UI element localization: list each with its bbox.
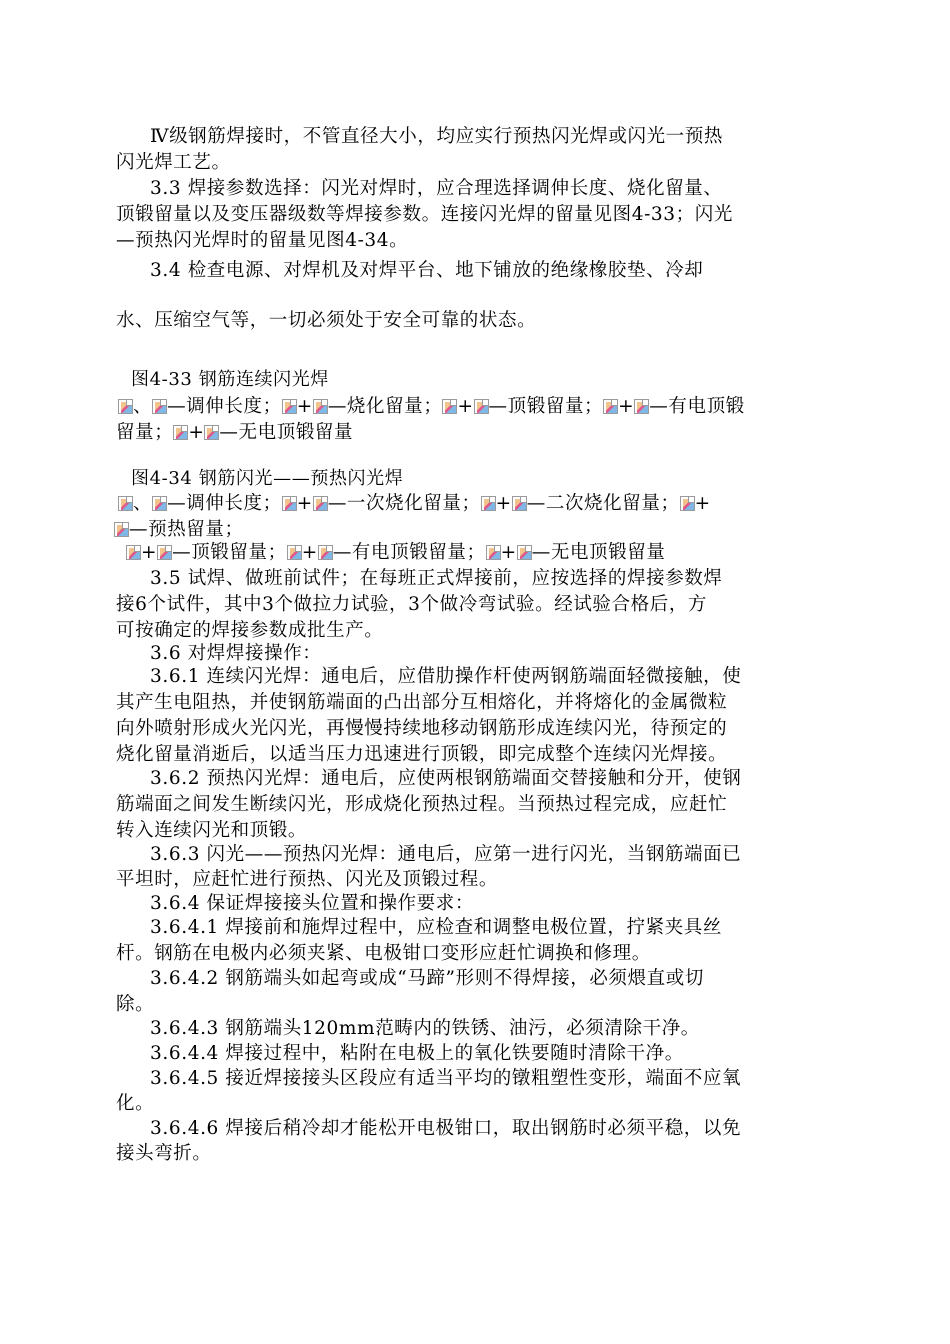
legend-plus: +	[457, 396, 474, 417]
figure-legend-line	[118, 394, 838, 420]
paragraph-line: 除。	[116, 994, 155, 1015]
legend-text: —无电顶锻留量	[219, 422, 354, 443]
broken-image-icon	[481, 496, 496, 511]
legend-separator: 、	[133, 396, 153, 417]
paragraph-line: 3.6.4.2 钢筋端头如起弯或成“马蹄”形则不得焊接，必须煨直或切	[150, 968, 704, 989]
broken-image-icon	[474, 399, 489, 414]
broken-image-icon	[634, 399, 649, 414]
broken-image-icon	[442, 399, 457, 414]
paragraph-line: 3.6.2 预热闪光焊：通电后，应使两根钢筋端面交替接触和分开，使钢	[150, 768, 742, 789]
paragraph-line: 3.6.3 闪光——预热闪光焊：通电后，应第一进行闪光，当钢筋端面已	[150, 844, 742, 865]
legend-plus: +	[141, 542, 158, 563]
broken-image-icon	[517, 545, 532, 560]
legend-separator: 、	[133, 493, 153, 514]
paragraph-line: 接6个试件，其中3个做拉力试验，3个做冷弯试验。经试验合格后，方	[116, 594, 708, 615]
figure-legend-line	[118, 491, 838, 517]
paragraph-line: —预热闪光焊时的留量见图4-34。	[116, 230, 409, 251]
legend-text: —一次烧化留量；	[327, 493, 481, 514]
legend-plus: +	[296, 493, 313, 514]
paragraph-line: 杆。钢筋在电极内必须夹紧、电极钳口变形应赶忙调换和修理。	[116, 943, 651, 964]
paragraph-line: 可按确定的焊接参数成批生产。	[116, 620, 384, 641]
legend-text: —二次烧化留量；	[526, 493, 680, 514]
broken-image-icon	[603, 399, 618, 414]
figure-title: 图4-33 钢筋连续闪光焊	[131, 369, 329, 390]
paragraph-line: 接头弯折。	[116, 1143, 212, 1164]
legend-plus: +	[188, 422, 205, 443]
broken-image-icon	[282, 399, 297, 414]
paragraph-line: 3.6.4.4 焊接过程中，粘附在电极上的氧化铁要随时清除干净。	[150, 1043, 684, 1064]
legend-plus: +	[296, 396, 313, 417]
broken-image-icon	[318, 545, 333, 560]
legend-plus: +	[618, 396, 635, 417]
broken-image-icon	[173, 425, 188, 440]
paragraph-line: Ⅳ级钢筋焊接时，不管直径大小，均应实行预热闪光焊或闪光一预热	[150, 126, 723, 147]
broken-image-icon	[512, 496, 527, 511]
paragraph-line: 水、压缩空气等，一切必须处于安全可靠的状态。	[116, 310, 537, 331]
legend-text: —顶锻留量；	[488, 396, 604, 417]
legend-text: —调伸长度；	[167, 396, 282, 417]
paragraph-line: 3.4 检查电源、对焊机及对焊平台、地下铺放的绝缘橡胶垫、冷却	[150, 260, 704, 281]
legend-text: —有电顶锻	[649, 396, 745, 417]
paragraph-line: 3.6.4.1 焊接前和施焊过程中，应检查和调整电极位置，拧紧夹具丝	[150, 917, 723, 938]
figure-legend-line	[126, 540, 846, 566]
broken-image-icon	[118, 399, 133, 414]
legend-text: —预热留量；	[129, 519, 244, 540]
paragraph-line: 向外喷射形成火光闪光，再慢慢持续地移动钢筋形成连续闪光，待预定的	[116, 718, 728, 739]
paragraph-line: 平坦时，应赶忙进行预热、闪光及顶锻过程。	[116, 869, 499, 890]
paragraph-line: 化。	[116, 1093, 155, 1114]
legend-plus: +	[500, 542, 517, 563]
paragraph-line: 3.6.4.6 焊接后稍冷却才能松开电极钳口，取出钢筋时必须平稳，以免	[150, 1118, 742, 1139]
paragraph-line: 其产生电阻热，并使钢筋端面的凸出部分互相熔化，并将熔化的金属微粒	[116, 692, 728, 713]
figure-title: 图4-34 钢筋闪光——预热闪光焊	[131, 468, 404, 489]
legend-text: —烧化留量；	[327, 396, 443, 417]
broken-image-icon	[287, 545, 302, 560]
legend-text: 留量；	[116, 422, 174, 443]
paragraph-line: 3.6.4.3 钢筋端头120mm范畴内的铁锈、油污，必须清除干净。	[150, 1018, 700, 1039]
section-heading: 3.6 对焊焊接操作：	[150, 643, 322, 664]
legend-text: —顶锻留量；	[172, 542, 287, 563]
broken-image-icon	[114, 522, 129, 537]
broken-image-icon	[204, 425, 219, 440]
broken-image-icon	[126, 545, 141, 560]
broken-image-icon	[152, 496, 167, 511]
broken-image-icon	[680, 496, 695, 511]
section-heading: 3.6.4 保证焊接接头位置和操作要求：	[150, 893, 474, 914]
paragraph-line: 3.3 焊接参数选择：闪光对焊时，应合理选择调伸长度、烧化留量、	[150, 178, 723, 199]
legend-text: —无电顶锻留量	[531, 542, 666, 563]
broken-image-icon	[157, 545, 172, 560]
broken-image-icon	[313, 496, 328, 511]
paragraph-line: 顶锻留量以及变压器级数等焊接参数。连接闪光焊的留量见图4-33；闪光	[116, 204, 733, 225]
broken-image-icon	[152, 399, 167, 414]
broken-image-icon	[282, 496, 297, 511]
legend-text: —有电顶锻留量；	[332, 542, 486, 563]
paragraph-line: 烧化留量消逝后，以适当压力迅速进行顶锻，即完成整个连续闪光焊接。	[116, 744, 728, 765]
legend-plus: +	[495, 493, 512, 514]
paragraph-line: 闪光焊工艺。	[116, 152, 231, 173]
paragraph-line: 3.6.1 连续闪光焊：通电后，应借肋操作杆使两钢筋端面轻微接触，使	[150, 666, 742, 687]
paragraph-line: 3.5 试焊、做班前试件；在每班正式焊接前，应按选择的焊接参数焊	[150, 568, 723, 589]
broken-image-icon	[313, 399, 328, 414]
paragraph-line: 筋端面之间发生断续闪光，形成烧化预热过程。当预热过程完成，应赶忙	[116, 794, 728, 815]
figure-legend-line	[116, 420, 836, 446]
paragraph-line: 转入连续闪光和顶锻。	[116, 820, 308, 841]
broken-image-icon	[118, 496, 133, 511]
paragraph-line: 3.6.4.5 接近焊接接头区段应有适当平均的镦粗塑性变形，端面不应氧	[150, 1068, 742, 1089]
broken-image-icon	[486, 545, 501, 560]
legend-plus: +	[301, 542, 318, 563]
legend-text: —调伸长度；	[167, 493, 282, 514]
legend-plus: +	[694, 493, 711, 514]
